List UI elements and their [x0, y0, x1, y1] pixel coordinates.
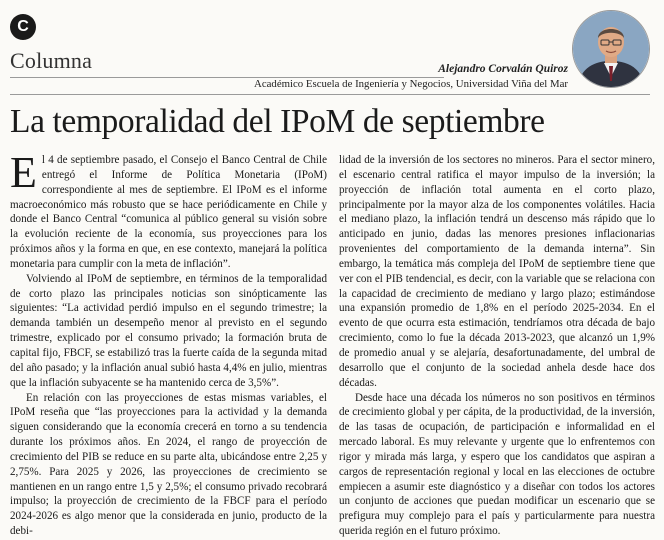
author-photo [572, 10, 650, 88]
article-column-1 [10, 148, 327, 539]
author-role: Académico Escuela de Ingeniería y Negocios, Universidad Viña del Mar [254, 78, 568, 90]
paragraph: lidad de la inversión de los sectores no mineros. Para el sector minero, el escenario central ratifica el mayor impulso de la inversión; la proyección de inflación total aumenta en el corto plazo, principalmente por la mayor alza de los componentes volátiles. Hacia el mediano plazo, la inflación tendrá un descenso más rápido que lo anticipado en junio, dadas las menores presiones inflacionarias provenientes del comportamiento de la demanda interna”. Sin embargo, la temática más compleja del IPoM de septiembre tiene que ver con el PIB tendencial, es decir, con la variable que se relaciona con la capacidad de crecimiento de mediano y largo plazo; estimándose una expansión promedio de 1,8% en el período 2025-2034. En el evento de que ocurra esta estimación, tendríamos otra década de bajo crecimiento, como lo fue la década 2013-2023, que alcanzó un 1,9% de promedio anual y se alejaría, desafortunadamente, del umbral de desarrollo que el conjunto de la sociedad anhela desde hace dos décadas. [339, 154, 655, 389]
paragraph: Volviendo al IPoM de septiembre, en términos de la temporalidad de corto plazo las principales noticias son sinópticamente las siguientes: “La actividad perdió impulso en el segundo trimestre; la demanda también un desempeño menor al previsto en el segundo trimestre, explicado por el consumo privado; la formación bruta de capital fijo, FBCF, se estabilizó tras la fuerte caída de la segunda mitad del año pasado; y la inflación anual subió hasta 4,4% en julio, mientras que la inflación subyacente se ha mantenido cerca de 3,5%”. [10, 272, 327, 389]
paragraph [10, 148, 327, 272]
badge-letter: C [17, 18, 29, 35]
author-name: Alejandro Corvalán Quiroz [438, 63, 568, 75]
paragraph: En relación con las proyecciones de estas mismas variables, el IPoM reseña que “las proyecciones para la actividad y la demanda siguen considerando que la economía crecerá en torno a su tendencia durante los próximos años. En 2024, el rango de proyección de crecimiento del PIB se reduce en su parte alta, ubicándose entre 2,25 y 2,75%. Para 2025 y 2026, las proyecciones de crecimiento se mantienen en un rango entre 1,5 y 2,5%; el consumo privado recobrará impulso; la proyección de crecimiento de la FBCF para el período 2024-2026 es algo menor que la considerada en junio, producto de la debi- [10, 391, 327, 538]
paragraph-text: l 4 de septiembre pasado, el Consejo el Banco Central de Chile entregó el Informe de Política Monetaria (IPoM) correspondiente al mes de septiembre. El IPoM es el informe macroeconómico más robusto que se hace periódicamente en Chile y donde el Banco Central “comunica al público general su visión sobre la evolución reciente de la economía, sus proyecciones para los próximos años y la forma en que, en ese contexto, manejará la política monetaria para cumplir con la meta de inflación”. [10, 154, 327, 270]
headline: La temporalidad del IPoM de septiembre [10, 103, 545, 140]
column-badge [10, 14, 36, 40]
drop-cap: E [10, 148, 37, 197]
article-column-2 [339, 153, 655, 539]
header-rule [10, 94, 650, 95]
section-label: Columna [10, 48, 93, 73]
paragraph: Desde hace una década los números no son positivos en términos de crecimiento global y per cápita, de la productividad, de la inversión, de las tasas de ocupación, de participación e informalidad en el mercado laboral. Es muy relevante y urgente que lo enfrentemos con rigor y mirada más larga, y espero que los candidatos que aspiran a cargos de representación regional y local en las elecciones de octubre empiecen a asumir este diagnóstico y a diseñar con todos los actores un conjunto de acciones que puedan modificar un escenario que se prefigura muy complejo para el país y particularmente para nuestra querida región en el futuro próximo. [339, 391, 655, 538]
